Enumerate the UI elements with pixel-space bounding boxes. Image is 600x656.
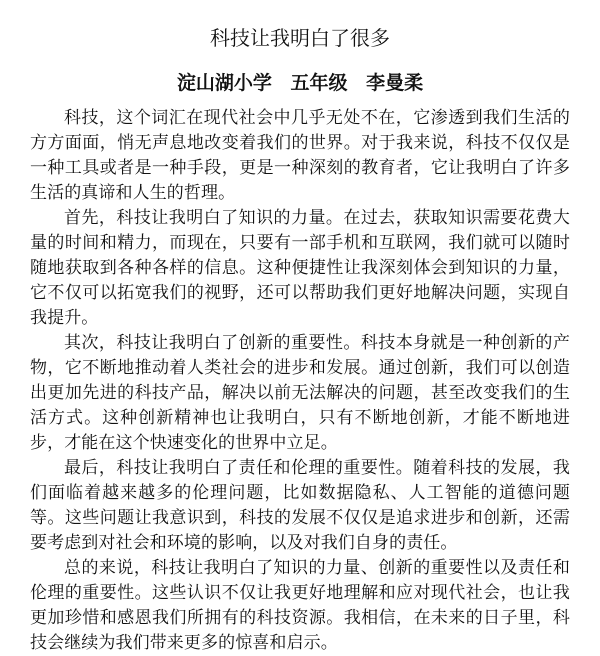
essay-title: 科技让我明白了很多 [210, 26, 390, 50]
paragraph-intro: 科技，这个词汇在现代社会中几乎无处不在，它渗透到我们生活的方方面面，悄无声息地改变着我们的世界。对于我来说，科技不仅仅是一种工具或者是一种手段，更是一种深刻的教育者，它让我明白了许多生活的真谛和人生的哲理。 [30, 108, 570, 203]
school-name: 淀山湖小学 [176, 72, 272, 94]
paragraph-knowledge: 首先，科技让我明白了知识的力量。在过去，获取知识需要花费大量的时间和精力，而现在，只要有一部手机和互联网，我们就可以随时随地获取到各种各样的信息。这种便捷性让我深刻体会到知识的力量，它不仅可以拓宽我们的视野，还可以帮助我们更好地解决问题，实现自我提升。 [30, 208, 570, 328]
author-name: 李曼柔 [366, 72, 424, 94]
byline [30, 70, 570, 96]
grade-label: 五年级 [290, 72, 348, 94]
paragraph-innovation: 其次，科技让我明白了创新的重要性。科技本身就是一种创新的产物，它不断地推动着人类社会的进步和发展。通过创新，我们可以创造出更加先进的科技产品，解决以前无法解决的问题，甚至改变我们的生活方式。这种创新精神也让我明白，只有不断地创新，才能不断地进步，才能在这个快速变化的世界中立足。 [30, 333, 570, 453]
paragraph-conclusion: 总的来说，科技让我明白了知识的力量、创新的重要性以及责任和伦理的重要性。这些认识不仅让我更好地理解和应对现代社会，也让我更加珍惜和感恩我们所拥有的科技资源。我相信，在未来的日子里，科技会继续为我们带来更多的惊喜和启示。 [30, 558, 570, 653]
paragraph-responsibility: 最后，科技让我明白了责任和伦理的重要性。随着科技的发展，我们面临着越来越多的伦理问题，比如数据隐私、人工智能的道德问题等。这些问题让我意识到，科技的发展不仅仅是追求进步和创新，还需要考虑到对社会和环境的影响，以及对我们自身的责任。 [30, 458, 570, 553]
